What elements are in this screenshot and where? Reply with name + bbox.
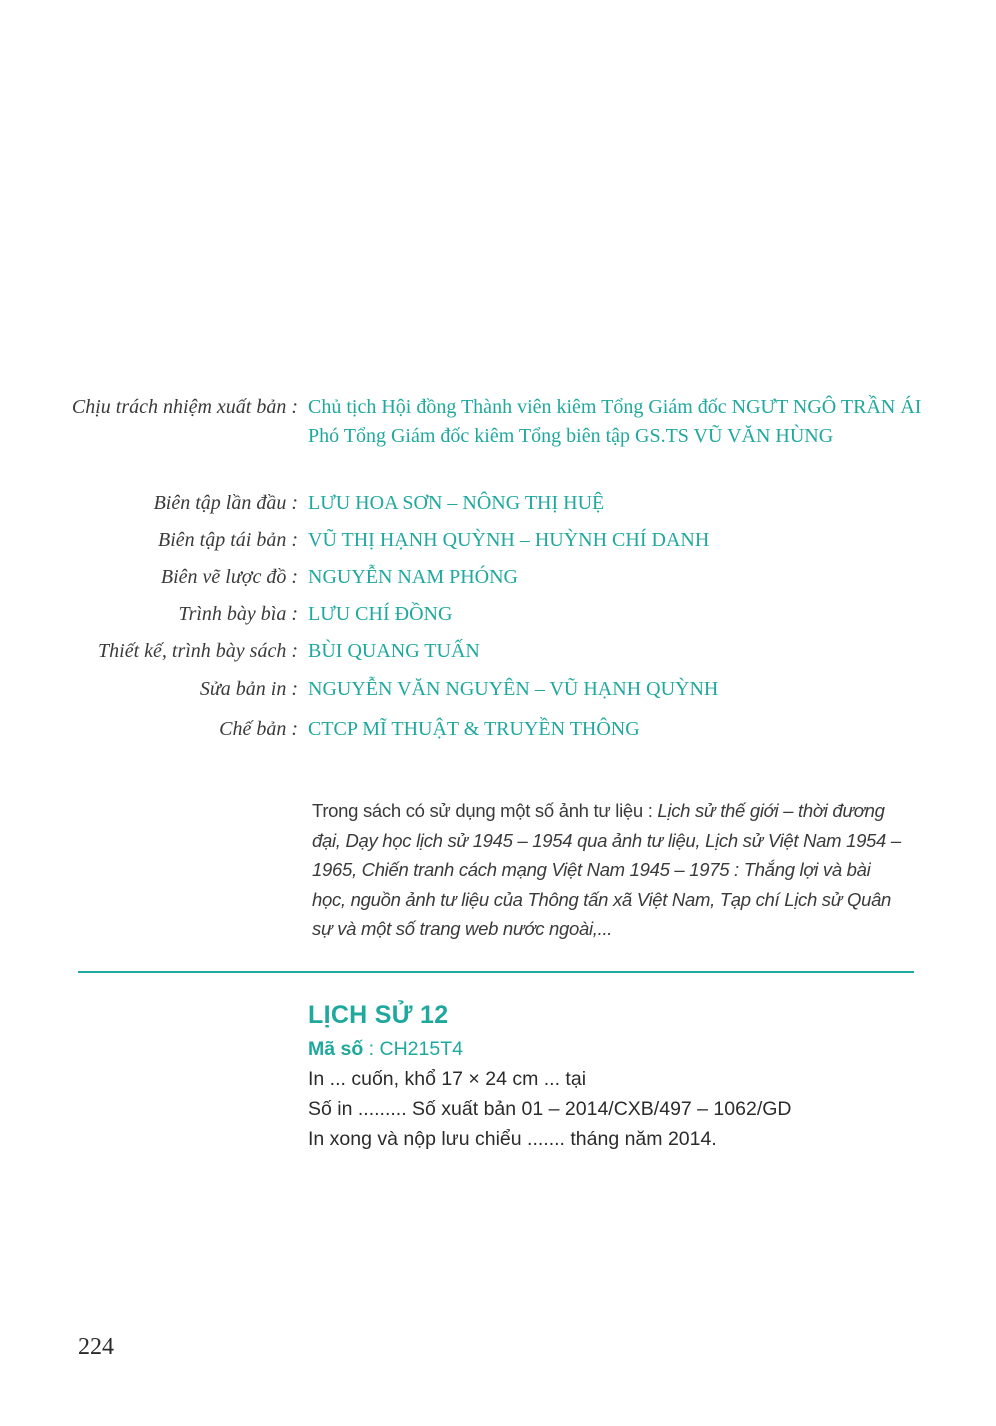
- credit-row-publisher: [0, 392, 996, 422]
- note-sources: Lịch sử thế giới – thời đương đại, Dạy học lịch sử 1945 – 1954 qua ảnh tư liệu, Lịch sử Việt Nam 1954 – 1965, Chiến tranh cách mạng Việt Nam 1945 – 1975 : Thắng lợi và bài học, nguồn ảnh tư liệu của Thông tấn xã Việt Nam, Tạp chí Lịch sử Quân sự và một số trang web nước ngoài,...: [312, 800, 901, 939]
- credit-label: Trình bày bìa :: [178, 603, 298, 625]
- credit-label: Biên tập lần đầu :: [153, 492, 298, 514]
- credit-row-first-editor: [0, 488, 996, 518]
- book-code: [308, 1034, 791, 1064]
- book-code-label: Mã số: [308, 1038, 364, 1060]
- photo-sources-note: [312, 796, 902, 944]
- credit-row-proofreading: [0, 674, 996, 704]
- credit-row-book-design: [0, 636, 996, 666]
- credit-label: Thiết kế, trình bày sách :: [98, 640, 298, 662]
- credit-row-map-editor: [0, 562, 996, 592]
- credit-value: Phó Tổng Giám đốc kiêm Tổng biên tập GS.TS VŨ VĂN HÙNG: [308, 425, 834, 447]
- credit-row-reprint-editor: [0, 525, 996, 555]
- credit-value: CTCP MĨ THUẬT & TRUYỀN THÔNG: [308, 718, 640, 740]
- credit-value: LƯU CHÍ ĐỒNG: [308, 603, 453, 625]
- credit-value: VŨ THỊ HẠNH QUỲNH – HUỲNH CHÍ DANH: [308, 529, 710, 551]
- credit-label: Chế bản :: [219, 718, 298, 740]
- credit-value: NGUYỄN VĂN NGUYÊN – VŨ HẠNH QUỲNH: [308, 678, 719, 700]
- credit-value: LƯU HOA SƠN – NÔNG THỊ HUỆ: [308, 492, 605, 514]
- publication-number-line: Số in ......... Số xuất bản 01 – 2014/CXB/497 – 1062/GD: [308, 1098, 792, 1120]
- print-run-line: In ... cuốn, khổ 17 × 24 cm ... tại: [308, 1068, 587, 1090]
- note-intro: Trong sách có sử dụng một số ảnh tư liệu :: [312, 800, 658, 821]
- deposit-line: In xong và nộp lưu chiểu ....... tháng năm 2014.: [308, 1128, 717, 1150]
- credit-value: NGUYỄN NAM PHÓNG: [308, 566, 518, 588]
- credit-row-typesetting: [0, 714, 996, 744]
- credit-label: Chịu trách nhiệm xuất bản :: [71, 396, 298, 418]
- page-number: 224: [78, 1334, 114, 1360]
- credit-value: Chủ tịch Hội đồng Thành viên kiêm Tổng Giám đốc NGƯT NGÔ TRẦN ÁI: [308, 396, 922, 418]
- imprint-block: [308, 998, 791, 1154]
- credit-label: Biên vẽ lược đồ :: [160, 566, 298, 588]
- credit-label: Biên tập tái bản :: [158, 529, 298, 551]
- credit-row-publisher-2: [0, 421, 996, 451]
- divider-line: [78, 971, 914, 973]
- credit-label: Sửa bản in :: [199, 678, 298, 700]
- book-title: LỊCH SỬ 12: [308, 1001, 449, 1029]
- book-code-value: : CH215T4: [363, 1038, 463, 1060]
- credit-row-cover-design: [0, 599, 996, 629]
- credit-value: BÙI QUANG TUẤN: [308, 640, 480, 662]
